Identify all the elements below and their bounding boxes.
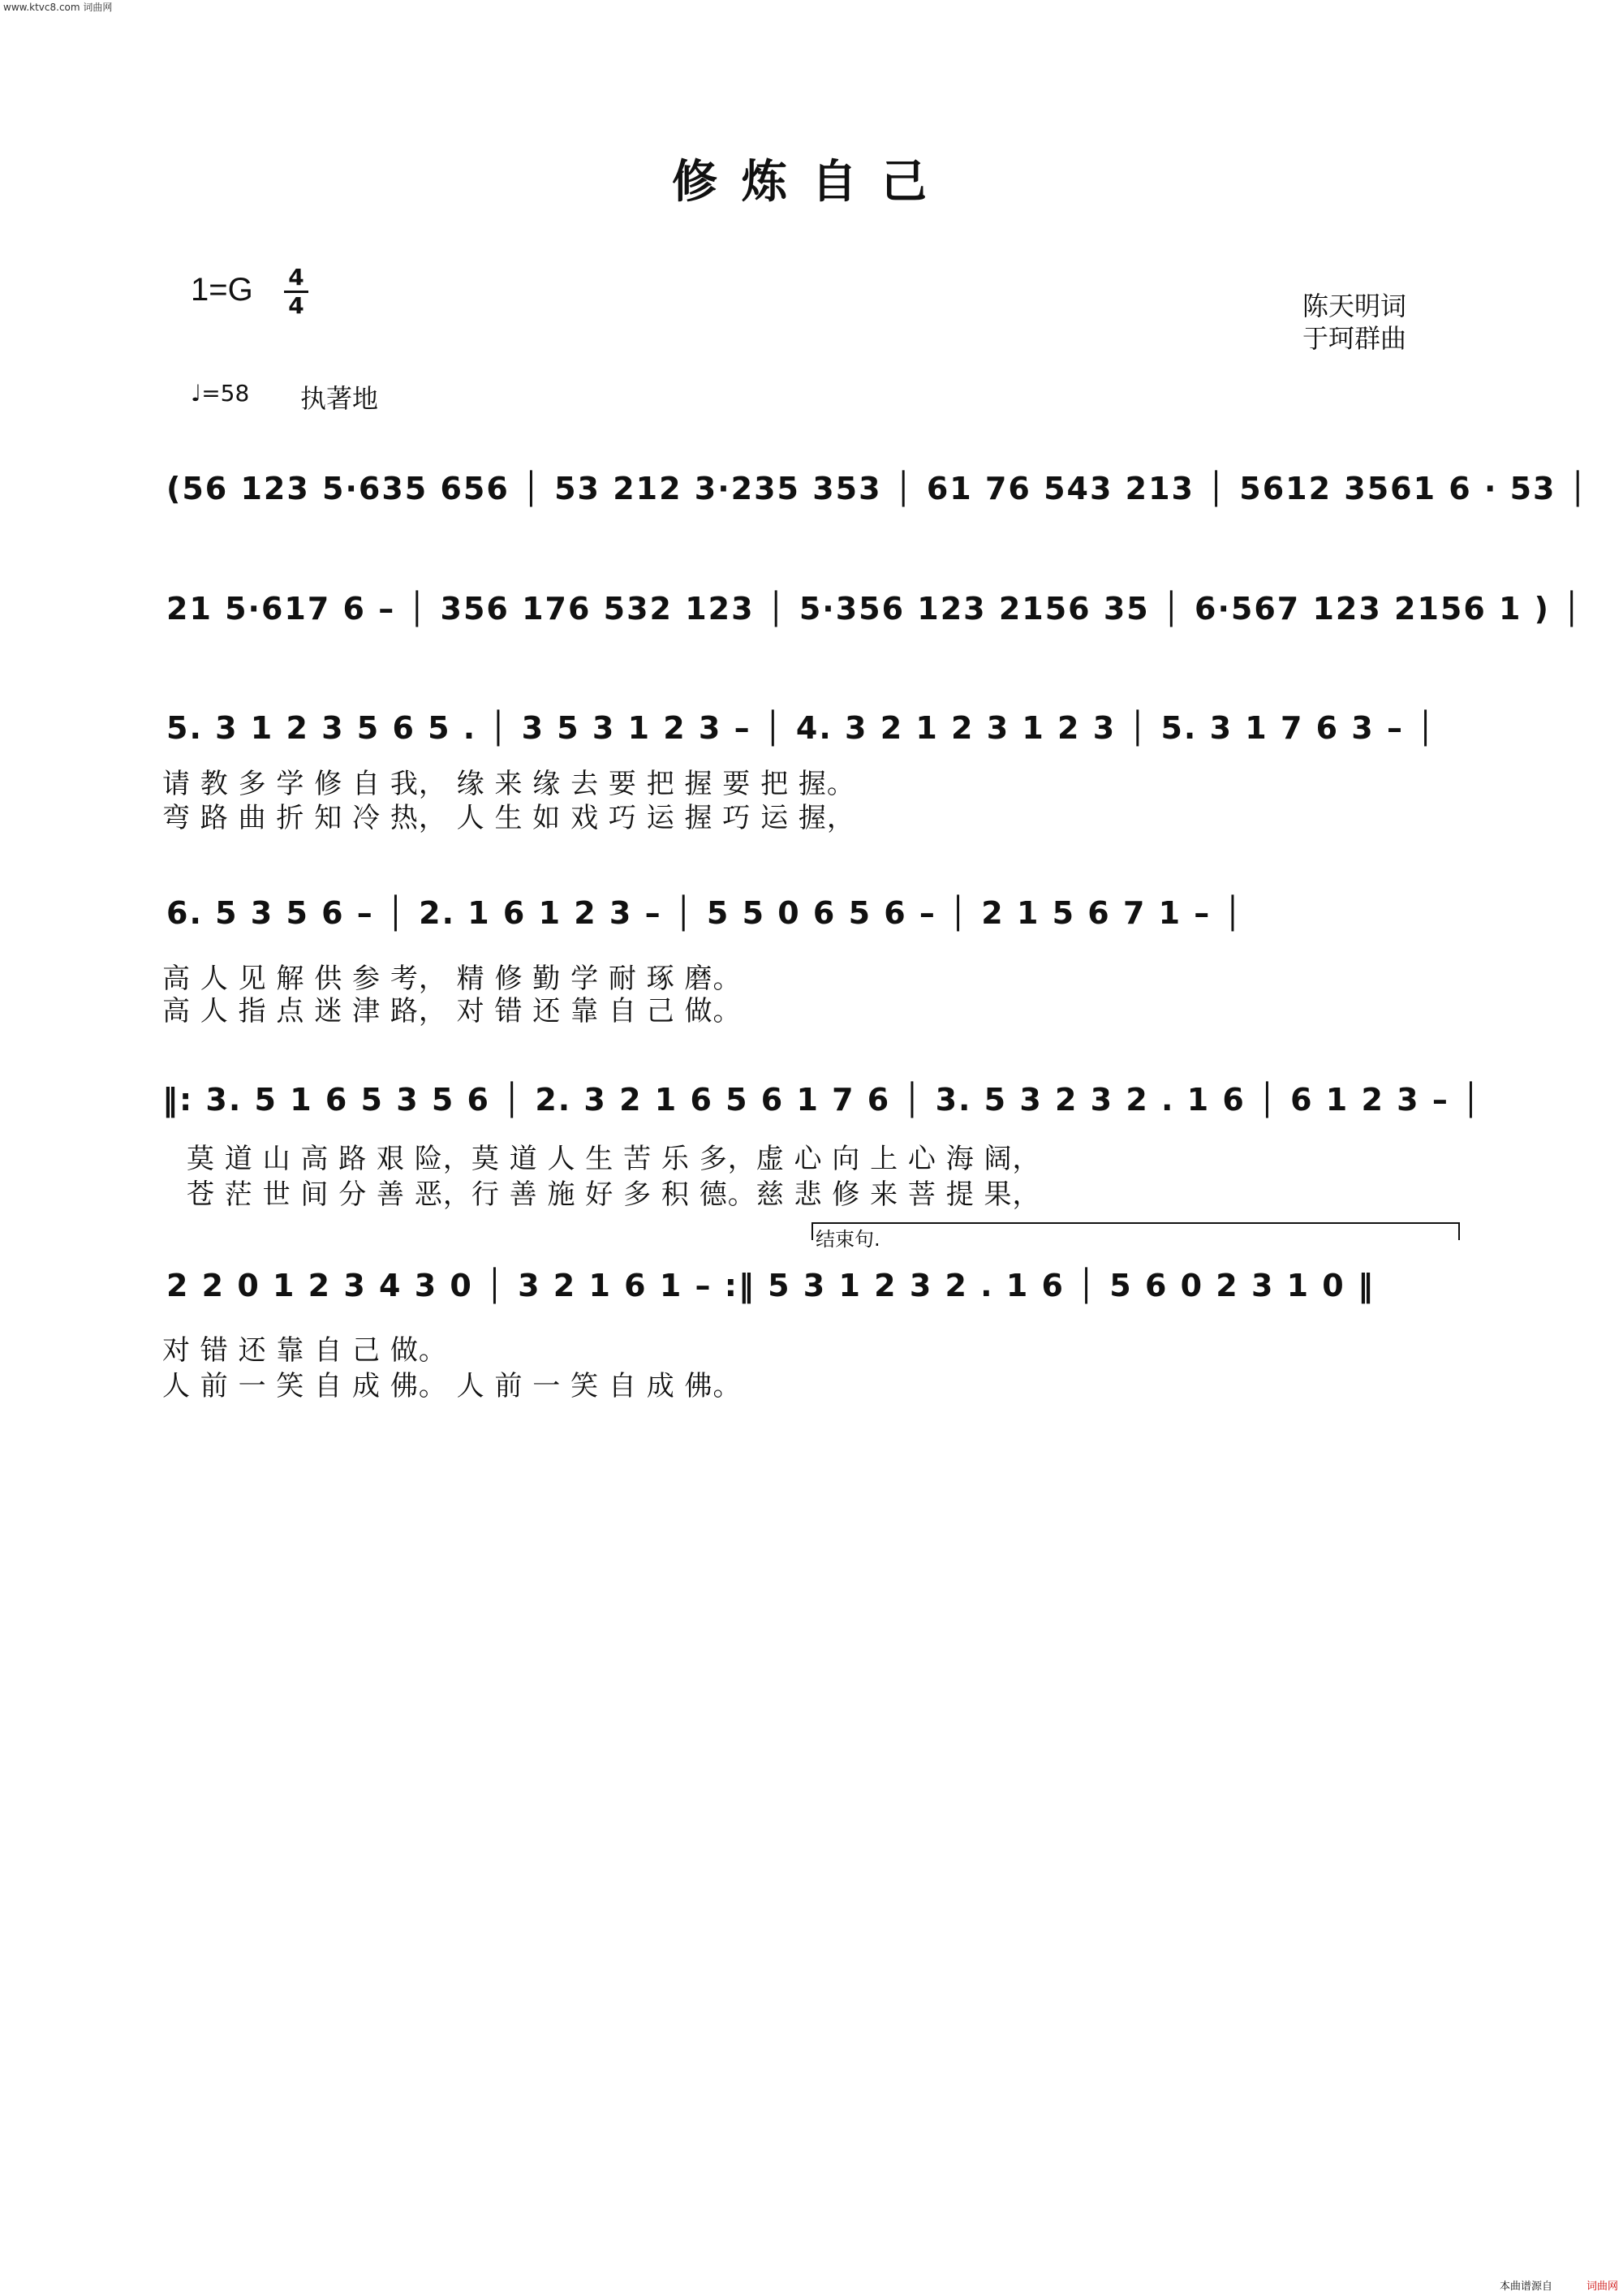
staff-4-lyric-verse-2: 高 人 指 点 迷 津 路， 对 错 还 靠 自 己 做。 [162,995,742,1027]
staff-6-lyric-verse-1: 对 错 还 靠 自 己 做。 [162,1334,447,1367]
staff-4-lyric-verse-1: 高 人 见 解 供 参 考， 精 修 勤 学 耐 琢 磨。 [162,963,742,995]
lyricist-credit: 陈天明词 [1302,291,1407,321]
key-signature: 1=G [191,272,253,308]
time-signature [284,266,308,317]
staff-6-lyric-verse-2: 人 前 一 笑 自 成 佛。 人 前 一 笑 自 成 佛。 [162,1370,742,1402]
staff-3-notes: 5. 3 1 2 3 5 6 5 . │ 3 5 3 1 2 3 – │ 4. 3 2 1 2 3 1 2 3 │ 5. 3 1 7 6 3 – │ [166,710,1437,746]
meter-top: 4 [288,264,304,291]
site-watermark-bottom-right: 词曲网 [1586,2281,1619,2293]
ending-label: 结束句. [816,1228,880,1251]
site-watermark-top: www.ktvc8.com 词曲网 [3,2,113,13]
staff-3-lyric-verse-1: 请 教 多 学 修 自 我， 缘 来 缘 去 要 把 握 要 把 握。 [162,768,855,800]
staff-1-notes: (56 123 5·635 656 │ 53 212 3·235 353 │ 61 76 543 213 │ 5612 3561 6 · 53 │ [166,471,1589,506]
staff-3-lyric-verse-2: 弯 路 曲 折 知 冷 热， 人 生 如 戏 巧 运 握 巧 运 握， [162,802,855,834]
staff-2-notes: 21 5·617 6 – │ 356 176 532 123 │ 5·356 123 2156 35 │ 6·567 123 2156 1 ) │ [166,591,1583,627]
expression-marking: 执著地 [300,383,379,414]
meter-bottom: 4 [288,292,304,319]
staff-4-notes: 6. 5 3 5 6 – │ 2. 1 6 1 2 3 – │ 5 5 0 6 5 6 – │ 2 1 5 6 7 1 – │ [166,895,1244,931]
staff-6-notes: 2 2 0 1 2 3 4 3 0 │ 3 2 1 6 1 – :‖ 5 3 1 2 3 2 . 1 6 │ 5 6 0 2 3 1 0 ‖ [166,1268,1375,1303]
staff-5-lyric-verse-2: 苍 茫 世 间 分 善 恶，行 善 施 好 多 积 德。慈 悲 修 来 菩 提 果， [187,1178,1041,1211]
tempo-marking: ♩=58 [191,380,250,407]
composer-credit: 于珂群曲 [1302,323,1407,354]
staff-5-notes: ‖: 3. 5 1 6 5 3 5 6 │ 2. 3 2 1 6 5 6 1 7 6 │ 3. 5 3 2 3 2 . 1 6 │ 6 1 2 3 – │ [162,1082,1482,1118]
ending-bracket [812,1222,1460,1240]
staff-5-lyric-verse-1: 莫 道 山 高 路 艰 险，莫 道 人 生 苦 乐 多，虚 心 向 上 心 海 阔， [187,1143,1041,1175]
song-title: 修炼自己 [672,155,951,209]
site-watermark-bottom-left: 本曲谱源自 [1500,2281,1553,2293]
